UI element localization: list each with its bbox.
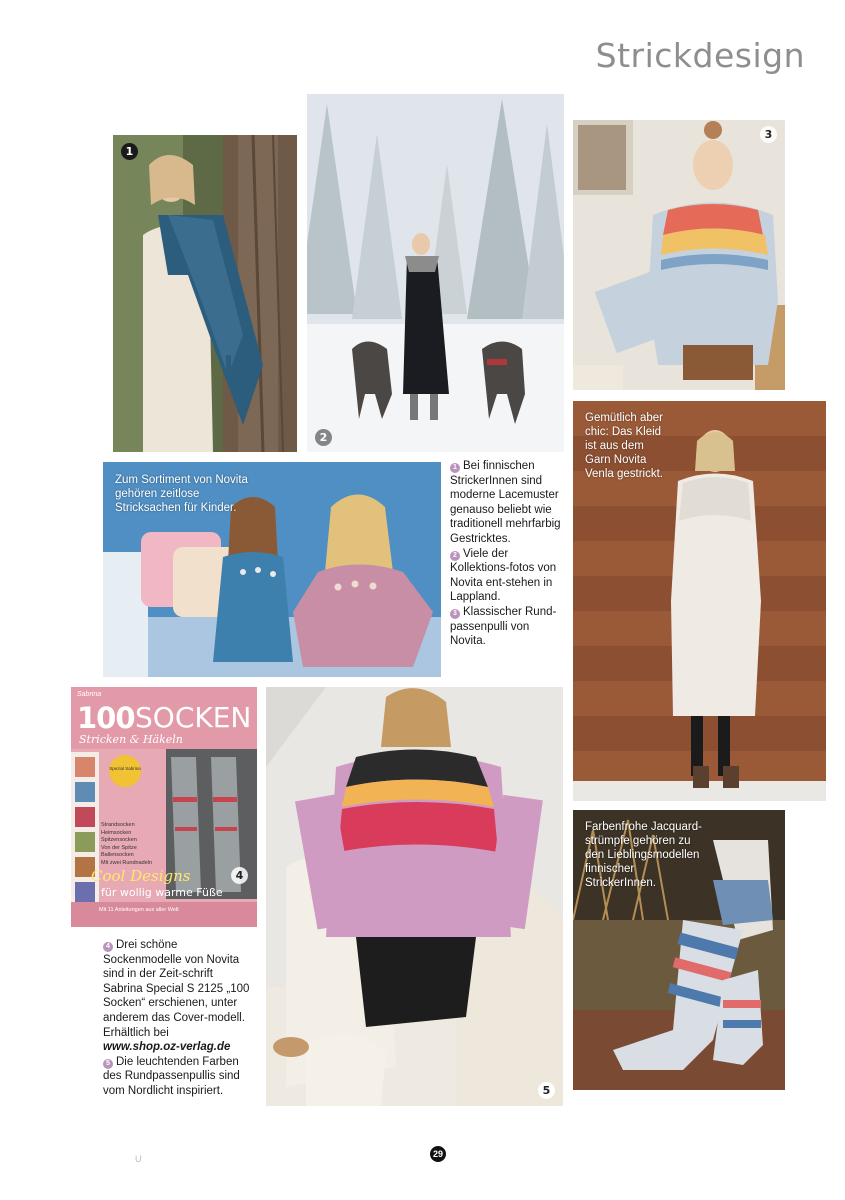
caption-url[interactable]: www.shop.oz-verlag.de	[103, 1041, 231, 1054]
cover-list-item: Von der Spitze	[101, 844, 137, 851]
photo-snow-huskies	[307, 94, 564, 452]
photo-number-5: 5	[538, 1082, 555, 1099]
caption-bullet-3: 3	[450, 609, 460, 619]
yoke-sweater-illustration	[573, 120, 785, 390]
photo-yoke-sweater	[573, 120, 785, 390]
caption-photos-1-3	[450, 459, 568, 649]
photo-dress	[573, 401, 826, 801]
overlay-socks-caption: Farbenfrohe Jacquard-strümpfe gehören zu den Lieblingsmodellen finnischer StrickerInnen.	[585, 821, 702, 889]
cover-badge: Spezial Sabrina	[109, 755, 141, 787]
cover-brand: Sabrina	[77, 691, 102, 698]
caption-text-1: Bei finnischen StrickerInnen sind moderne Lacemuster genauso beliebt wie traditionell mehrfarbig Gestricktes.	[450, 460, 561, 545]
cover-list-item: Spitzensocken	[101, 837, 137, 843]
caption-bullet-4: 4	[103, 942, 113, 952]
photo-number-4: 4	[231, 867, 248, 884]
cover-list-item: Strandsocken	[101, 822, 135, 828]
page-number: 29	[430, 1146, 446, 1162]
cover-hundred: 100	[77, 701, 135, 735]
caption-text-2: Viele der Kollektions-fotos von Novita ent-stehen in Lappland.	[450, 547, 557, 604]
cover-list-item: Heimsocken	[101, 829, 132, 836]
caption-2	[450, 547, 568, 605]
cover-bottom-line: Mit 11 Anleitungen aus aller Welt	[99, 907, 179, 913]
caption-text-3: Klassischer Rund-passenpulli von Novita.	[450, 605, 557, 648]
cover-list	[101, 822, 152, 867]
photo-kids	[103, 462, 441, 677]
photo-jacquard-socks	[573, 810, 785, 1090]
caption-1	[450, 459, 568, 547]
photo-pink-sweater	[266, 687, 563, 1106]
caption-bullet-1: 1	[450, 463, 460, 473]
caption-3	[450, 605, 568, 649]
cover-subtitle: Stricken & Häkeln	[79, 733, 183, 746]
photo-number-2: 2	[315, 429, 332, 446]
caption-bullet-2: 2	[450, 551, 460, 561]
cover-list-item: Mit zwei Rundnadeln	[101, 859, 153, 866]
caption-4	[103, 938, 253, 1040]
photo-shawl	[113, 135, 297, 452]
pink-sweater-illustration	[266, 687, 563, 1106]
caption-text-5: Die leuchtenden Farben des Rundpassenpullis sind vom Nordlicht inspiriert.	[103, 1055, 240, 1097]
overlay-kids-caption: Zum Sortiment von Novita gehören zeitlose Stricksachen für Kinder.	[115, 474, 248, 514]
cover-cool-designs: Cool Designs	[91, 867, 191, 885]
shawl-illustration	[113, 135, 297, 452]
photo-number-1: 1	[121, 143, 138, 160]
photo-number-3: 3	[760, 126, 777, 143]
footer-mark: U	[135, 1154, 142, 1164]
caption-photos-4-5	[103, 938, 253, 1099]
cover-list-item: Ballensocken	[101, 852, 134, 858]
cover-socken: SOCKEN	[135, 701, 252, 734]
magazine-cover	[71, 687, 257, 927]
overlay-dress-caption: Gemütlich aber chic: Das Kleid ist aus dem Garn Novita Venla gestrickt.	[585, 412, 663, 480]
caption-bullet-5: 5	[103, 1059, 113, 1069]
section-title: Strickdesign	[595, 36, 805, 75]
caption-5	[103, 1055, 253, 1099]
cover-warm-feet: für wollig warme Füße	[101, 886, 223, 899]
snow-forest-illustration	[307, 94, 564, 452]
caption-text-4: Drei schöne Sockenmodelle von Novita sind in der Zeit-schrift Sabrina Special S 2125 „100 Socken“ erschienen, unter anderem das Cover-modell. Erhältlich bei	[103, 939, 250, 1039]
